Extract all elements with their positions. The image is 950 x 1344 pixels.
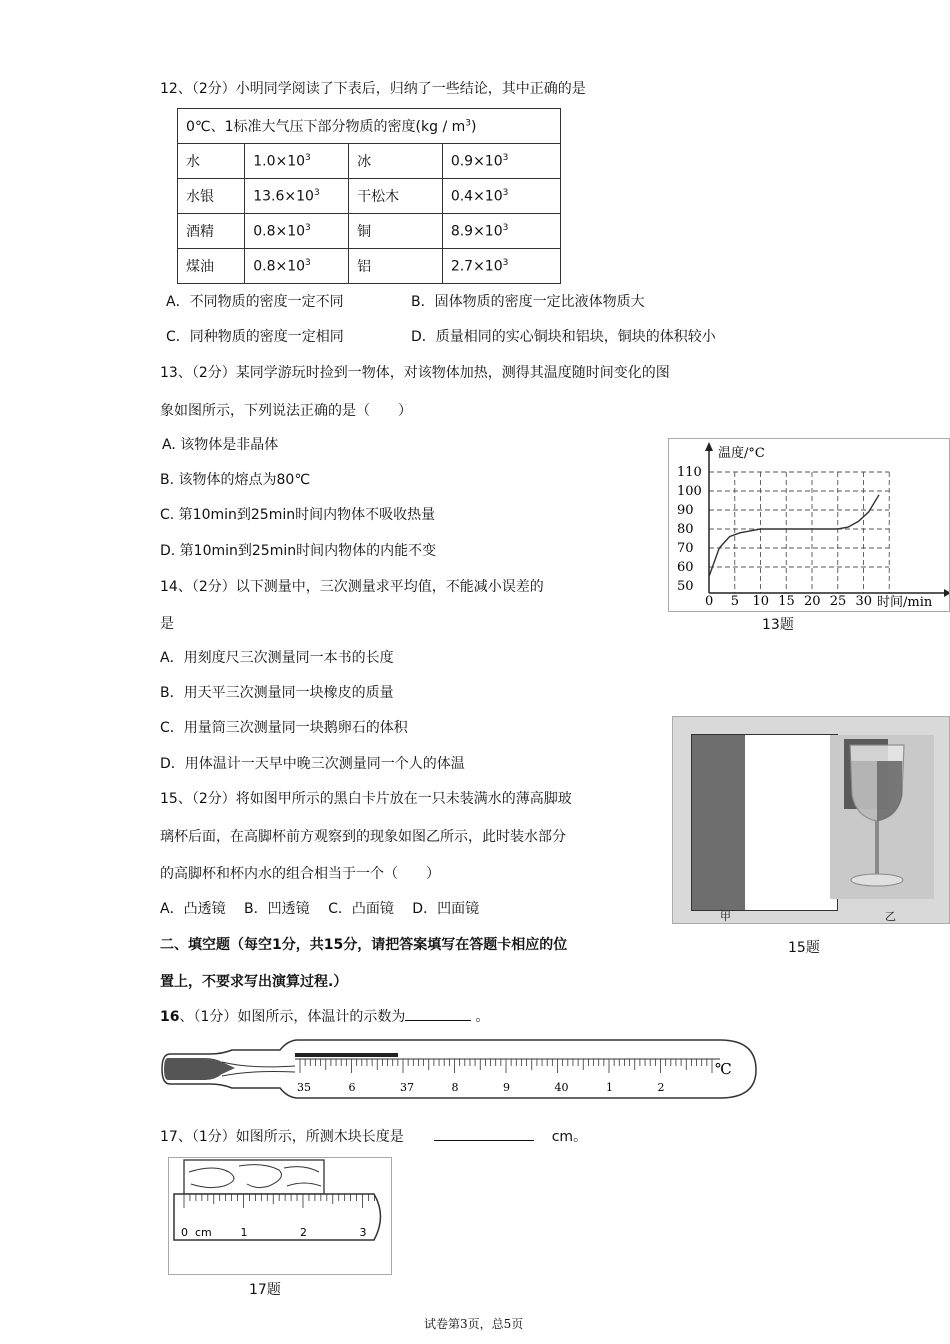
ruler-label: 3 bbox=[359, 1226, 367, 1239]
q15-options: A．凸透镜 B．凹透镜 C．凸面镜 D．凹面镜 bbox=[160, 901, 480, 917]
thermometer-scale-label: 6 bbox=[348, 1081, 356, 1094]
thermometer-scale-label: 37 bbox=[400, 1081, 414, 1094]
mercury-column bbox=[295, 1053, 398, 1057]
y-tick-label: 100 bbox=[677, 484, 702, 499]
table-row: 酒精 $0.8\times 10^3$ 铜 $8.9\times 10^3$ bbox=[178, 214, 561, 249]
q14-option-a: A．用刻度尺三次测量同一本书的长度 bbox=[160, 650, 394, 666]
q13-option-a: A. 该物体是非晶体 bbox=[162, 437, 279, 453]
x-tick-label: 5 bbox=[730, 594, 740, 609]
section-heading-line2: 置上，不要求写出演算过程.） bbox=[160, 974, 348, 990]
x-tick-label: 15 bbox=[778, 594, 795, 609]
q14-stem-line2: 是 bbox=[160, 616, 174, 632]
q15-stem-line1: 15、（2分）将如图甲所示的黑白卡片放在一只未装满水的薄高脚玻 bbox=[160, 791, 572, 807]
q13-stem-line2: 象如图所示，下列说法正确的是（ ） bbox=[160, 403, 412, 419]
page-footer: 试卷第3页，总5页 bbox=[424, 1317, 524, 1331]
q13-caption: 13题 bbox=[762, 617, 794, 633]
label-yi: 乙 bbox=[885, 910, 896, 923]
x-axis-label: 时间/min bbox=[877, 595, 933, 610]
table-row: 煤油 $0.8\times 10^3$ 铝 $2.7\times 10^3$ bbox=[178, 249, 561, 284]
y-tick-label: 60 bbox=[677, 560, 694, 575]
ruler-label: 1 bbox=[240, 1226, 248, 1239]
y-tick-label: 110 bbox=[677, 465, 702, 480]
q12-stem: 12、（2分）小明同学阅读了下表后，归纳了一些结论，其中正确的是 bbox=[160, 81, 586, 97]
ruler-label: 2 bbox=[300, 1226, 307, 1239]
q13-figure bbox=[668, 438, 950, 612]
q15-caption: 15题 bbox=[788, 940, 820, 956]
q14-option-b: B．用天平三次测量同一块橡皮的质量 bbox=[160, 685, 394, 701]
y-axis-arrow bbox=[705, 442, 713, 451]
label-jia: 甲 bbox=[720, 910, 731, 923]
thermometer-scale-label: 2 bbox=[657, 1081, 665, 1094]
q12-option-c: C．同种物质的密度一定相同 bbox=[166, 329, 344, 345]
goblet-icon bbox=[830, 735, 934, 899]
y-tick-label: 90 bbox=[677, 503, 694, 518]
thermometer-scale-label: 40 bbox=[554, 1081, 569, 1094]
y-axis-label: 温度/°C bbox=[718, 446, 765, 461]
q12-option-b: B．固体物质的密度一定比液体物质大 bbox=[411, 294, 645, 310]
q14-option-c: C．用量筒三次测量同一块鹅卵石的体积 bbox=[160, 720, 408, 736]
thermometer-scale-label: 35 bbox=[297, 1081, 311, 1094]
y-tick-label: 50 bbox=[677, 579, 694, 594]
q16-answer-blank[interactable] bbox=[405, 1020, 471, 1021]
x-tick-label: 25 bbox=[829, 594, 847, 609]
x-tick-label: 30 bbox=[855, 594, 873, 609]
thermometer-scale-label: 1 bbox=[606, 1081, 613, 1094]
table-row: 水 $1.0\times 10^3$ 冰 $0.9\times 10^3$ bbox=[178, 144, 561, 179]
temperature-time-chart bbox=[669, 439, 949, 611]
clinical-thermometer bbox=[160, 1032, 760, 1102]
x-axis-arrow bbox=[944, 589, 949, 597]
q14-stem-line1: 14、（2分）以下测量中，三次测量求平均值，不能减小误差的 bbox=[160, 579, 544, 595]
q12-option-d: D．质量相同的实心铜块和铝块，铜块的体积较小 bbox=[411, 329, 716, 345]
q15-stem-line3: 的高脚杯和杯内水的组合相当于一个（ ） bbox=[160, 866, 440, 882]
table-row: 水银 $13.6\times 10^3$ 干松木 $0.4\times 10^3$ bbox=[178, 179, 561, 214]
q13-option-b: B. 该物体的熔点为80℃ bbox=[160, 472, 311, 488]
q15-figure bbox=[672, 716, 950, 924]
q17-caption: 17题 bbox=[249, 1282, 281, 1298]
thermometer-scale-label: 9 bbox=[503, 1081, 510, 1094]
ruler-unit: cm bbox=[195, 1226, 212, 1239]
y-tick-label: 80 bbox=[677, 522, 694, 537]
q13-option-d: D. 第10min到25min时间内物体的内能不变 bbox=[160, 543, 437, 559]
thermometer-scale-label: 8 bbox=[451, 1081, 459, 1094]
thermometer-unit: ℃ bbox=[715, 1060, 732, 1078]
density-table bbox=[177, 108, 561, 284]
thermometer-body bbox=[162, 1040, 756, 1098]
q17-figure bbox=[168, 1157, 392, 1275]
q13-stem-line1: 13、（2分）某同学游玩时捡到一物体，对该物体加热，测得其温度随时间变化的图 bbox=[160, 365, 670, 381]
x-tick-label: 20 bbox=[804, 594, 821, 609]
q15-stem-line2: 璃杯后面，在高脚杯前方观察到的现象如图乙所示，此时装水部分 bbox=[160, 829, 566, 845]
q13-option-c: C. 第10min到25min时间内物体不吸收热量 bbox=[160, 507, 436, 523]
x-tick-label: 0 bbox=[705, 594, 714, 609]
ruler-label: 0 bbox=[181, 1226, 188, 1239]
q16-stem: 16、（1分）如图所示，体温计的示数为 。 bbox=[160, 1009, 490, 1025]
glass-photo bbox=[830, 735, 934, 899]
y-tick-label: 70 bbox=[677, 541, 694, 556]
table-title: 0℃、1标准大气压下部分物质的密度$(kg / m^3)$ bbox=[178, 109, 561, 144]
black-white-card bbox=[691, 734, 838, 911]
q17-stem: 17、（1分）如图所示，所测木块长度是 cm。 bbox=[160, 1129, 588, 1145]
x-tick-label: 10 bbox=[752, 594, 770, 609]
section-heading-line1: 二、填空题（每空1分，共15分，请把答案填写在答题卡相应的位 bbox=[160, 937, 568, 953]
q17-answer-blank[interactable] bbox=[434, 1140, 534, 1141]
q12-option-a: A．不同物质的密度一定不同 bbox=[166, 294, 344, 310]
q14-option-d: D．用体温计一天早中晚三次测量同一个人的体温 bbox=[160, 756, 465, 772]
